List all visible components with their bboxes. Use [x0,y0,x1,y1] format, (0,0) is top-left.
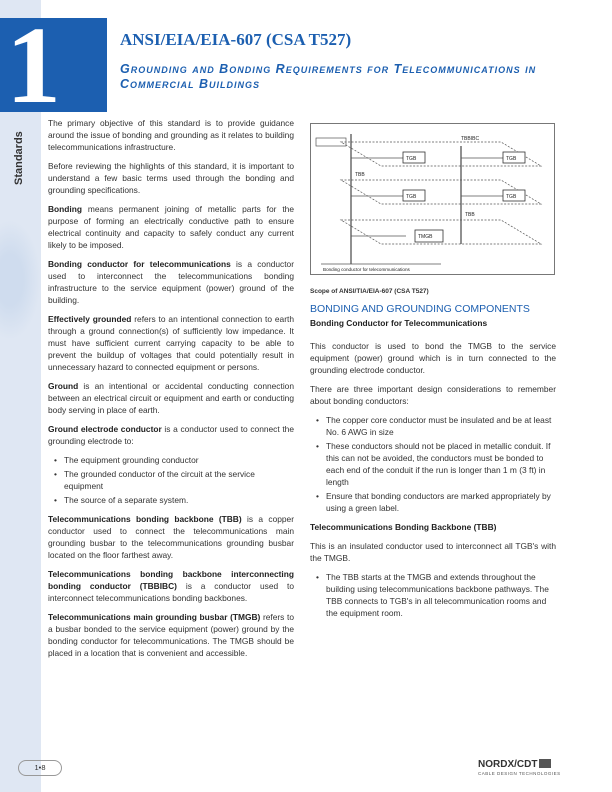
footer-logo [478,759,551,770]
intro-paragraph-2: Before reviewing the highlights of this standard, it is important to understand a few basic terms used through the bonding and grounding specifications. [48,161,294,195]
definition-tbbibc [48,568,294,604]
right-column [310,340,556,626]
page-title: ANSI/EIA/EIA-607 (CSA T527) [120,30,352,49]
term-tbb: Telecommunications bonding backbone (TBB) [48,514,242,524]
list-item: • The grounded conductor of the circuit at the service equipment [58,468,294,492]
grounding-diagram-svg [311,124,554,274]
label-tgb-1: TGB [406,156,417,162]
list-item: • The TBB starts at the TMGB and extends throughout the building using telecommunications backbone pathways. The TBB connects to TGB's in all telecommunication rooms and the equipment room. [320,571,556,619]
section-heading: BONDING AND GROUNDING COMPONENTS [310,303,530,315]
list-item: • The source of a separate system. [58,494,294,506]
def-gec: is a conductor used to connect the grounding electrode to: [48,424,294,446]
definition-gec [48,423,294,447]
label-tbbibc: TBBIBC [461,136,480,142]
def-tmgb: refers to a busbar bonded to the service equipment (power) ground by the bonding conductor for telecommunications. The TMGB should be placed in a location that is convenient and accessible. [48,612,294,658]
list-item: • The equipment grounding conductor [58,454,294,466]
definition-bonding [48,203,294,251]
label-tbb-1: TBB [355,172,365,178]
grounding-diagram [310,123,555,275]
tbb-heading: Telecommunications Bonding Backbone (TBB) [310,522,497,532]
chapter-number: 1 [6,4,61,126]
label-tgb-4: TGB [506,194,517,200]
def-ground: is an intentional or accidental conducting connection between an electrical circuit or equipment and earth or conducting body serving in place of earth. [48,381,294,415]
label-tbb-2: TBB [465,212,475,218]
term-gec: Ground electrode conductor [48,424,162,434]
term-bct: Bonding conductor for telecommunications [48,259,231,269]
section-tab-label: Standards [13,131,25,185]
definition-tbb [48,513,294,561]
definition-bct [48,258,294,306]
footer-logo-text: NORDX/CDT [478,759,538,770]
def-effectively-grounded: refers to an intentional connection to earth through a ground connection(s) of sufficiently low impedance. It must have sufficient current carrying capacity to be able to prevent the buildup of voltages that could potentially result in unnecessary hazard to connected equipment or persons. [48,314,294,372]
considerations-list [310,414,556,514]
bct-paragraph-2: There are three important design considerations to remember about bonding conductors: [310,384,556,406]
page-number: 1•8 [18,760,62,776]
intro-paragraph-1: The primary objective of this standard is to provide guidance around the issue of bonding and grounding as it relates to building telecommunications infrastructure. [48,118,294,152]
left-column [48,117,294,666]
gec-list [48,454,294,506]
label-tgb-3: TGB [406,194,417,200]
label-tgb-2: TGB [506,156,517,162]
term-ground: Ground [48,381,79,391]
list-item: • Ensure that bonding conductors are marked appropriately by using a green label. [320,490,556,514]
term-bonding: Bonding [48,204,82,214]
definition-effectively-grounded [48,313,294,373]
logo-mark-icon [539,759,551,768]
sidebar-watermark [0,220,41,340]
definition-ground [48,380,294,416]
figure-caption: Scope of ANSI/TIA/EIA-607 (CSA T527) [310,288,429,295]
def-tbb: is a copper conductor used to connect the telecommunications main grounding busbar to the telecommunications grounding busbar located on the floor farthest away. [48,514,294,560]
list-item: • These conductors should not be placed in metallic conduit. If this can not be avoided, the conductors must be bonded to each end of the conduit if the run is longer than 1 m (3 ft) in length [320,440,556,488]
list-item: • The copper core conductor must be insulated and be at least No. 6 AWG in size [320,414,556,438]
tbb-list [310,571,556,619]
subsection-heading: Bonding Conductor for Telecommunications [310,318,488,328]
section-tab [10,118,28,186]
term-tbbibc: Telecommunications bonding backbone interconnecting bonding conductor (TBBIBC) [48,569,294,591]
bct-paragraph-1: This conductor is used to bond the TMGB to the service equipment (power) ground which is in turn connected to the grounding electrode conductor. [310,341,556,375]
term-tmgb: Telecommunications main grounding busbar (TMGB) [48,612,261,622]
def-tbbibc: is a conductor used to interconnect telecommunications bonding backbones. [48,581,294,603]
label-bonding-conductor: Bonding conductor for telecommunications [323,267,410,272]
label-tmgb: TMGB [418,234,433,240]
page-subtitle: Grounding and Bonding Requirements for Telecommunications in Commercial Buildings [120,62,537,91]
footer-tagline: CABLE DESIGN TECHNOLOGIES [478,771,561,776]
def-bct: is a conductor used to interconnect the telecommunications bonding infrastructure to the service equipment (power) ground of the building. [48,259,294,305]
tbb-paragraph: This is an insulated conductor used to interconnect all TGB's with the TMGB. [310,541,556,563]
def-bonding: means permanent joining of metallic parts for the purpose of forming an electrically conductive path to ensure electrical continuity and capacity to safely conduct any current likely to be imposed. [48,204,294,250]
definition-tmgb [48,611,294,659]
term-effectively-grounded: Effectively grounded [48,314,132,324]
